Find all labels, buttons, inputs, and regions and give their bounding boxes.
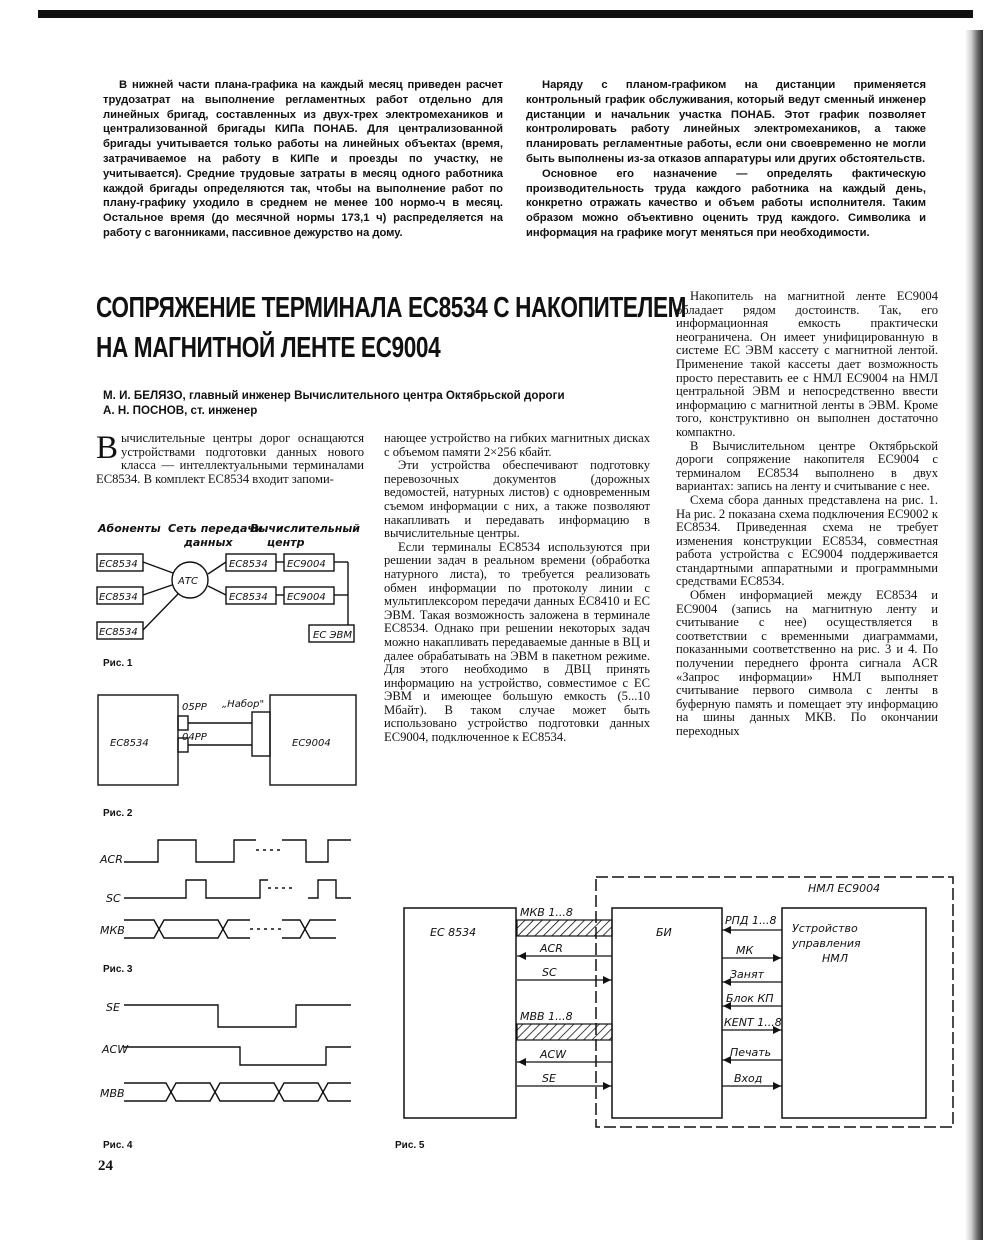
article-title — [96, 288, 686, 368]
top-right-paragraph-1: Наряду с планом-графиком на дистанции применяется контрольный график обслуживания, который ведут сменный инженер дистанции и начальник участка ПОНАБ. Этот график позволяет контролировать работу линейных электромехаников, а также планировать регламентные работы, если они своевременно не могли быть выполнены из-за отказов аппаратуры или других обстоятельств. — [526, 79, 926, 165]
fig5-vkhod-label: Вход — [734, 1072, 763, 1085]
author-line-1: М. И. БЕЛЯЗО, главный инженер Вычислительного центра Октябрьской дороги — [103, 389, 565, 402]
figure-5-caption: Рис. 5 — [395, 1140, 425, 1151]
body-col2-paragraph-1: нающее устройство на гибких магнитных дисках с объемом памяти 2×256 кбайт. — [384, 431, 650, 459]
fig3-sc-label: SC — [106, 892, 121, 905]
fig1-header-center-1: Вычислительный — [250, 522, 360, 535]
fig2-label-04: 04РР — [182, 732, 207, 743]
figure-4-caption: Рис. 4 — [103, 1140, 133, 1151]
body-col3-paragraph-2: В Вычислительном центре Октябрьской дороги сопряжение накопителя ЕС9004 с терминалом ЕС8534 выполнено в двух вариантах: запись на ленту и считывание с нее. — [676, 438, 938, 494]
fig5-se-label: SE — [542, 1072, 556, 1085]
fig5-pechat-label: Печать — [730, 1046, 772, 1059]
fig1-header-network-2: данных — [184, 536, 233, 549]
figure-3-read-timing — [96, 830, 366, 960]
fig1-header-center-2: центр — [267, 536, 305, 549]
fig1-center-terminal-2: ЕС8534 — [229, 592, 268, 603]
fig2-right-block: ЕС9004 — [292, 738, 331, 749]
fig1-tape-1: ЕС9004 — [287, 559, 326, 570]
fig5-rpd-label: РПД 1...8 — [725, 914, 777, 927]
figure-2-caption: Рис. 2 — [103, 808, 133, 819]
figure-4-write-timing — [96, 995, 371, 1120]
fig5-blok-kp-label: Блок КП — [726, 992, 774, 1005]
fig1-center-terminal-1: ЕС8534 — [229, 559, 268, 570]
fig5-bi-block: БИ — [656, 926, 672, 939]
fig1-subscriber-2: ЕС8534 — [99, 592, 138, 603]
fig5-acw-label: ACW — [540, 1048, 567, 1061]
top-right-paragraph-2: Основное его назначение — определять фактическую производительность труда каждого работника на каждый день, конкретно отражать качество и объем работы исполнителя. Таким образом можно объективно оценить труд каждого. Символика и информация на графике могут меняться при необходимости. — [526, 167, 926, 239]
fig1-es-evm: ЕС ЭВМ — [313, 630, 352, 641]
fig5-acr-label: ACR — [540, 942, 563, 955]
body-col2-paragraph-3: Если терминалы ЕС8534 используются при решении задач в реальном времени (обработка натурного листа), то требуется реализовать обмен информации по протоколу линии с мультиплексором передачи данных ЕС8410 и ЕС ЭВМ. Такая возможность заложена в терминале ЕС8534. Однако при решении некоторых задач можно накапливать передаваемые данные в ВЦ и далее обрабатывать на ЭВМ в пакетном режиме. Для этого необходимо в ДВЦ принять информацию на устройство, совместимое с ЕС ЭВМ и имеющее большую емкость (5...10 Мбайт). В таком случае может быть использовано устройство подготовки данных ЕС9004, подключенное к ЕС8534. — [384, 539, 650, 745]
figure-1-network-diagram — [92, 518, 367, 658]
body-col3-paragraph-1: Накопитель на магнитной ленте ЕС9004 обладает рядом достоинств. Так, его информационная емкость практически неограничена. Он имеет унифицированную в системе ЕС ЭВМ кассету с магнитной лентой. Применение такой кассеты дает возможность просто переставить ее с НМЛ ЕС9004 на НМЛ центральной ЭВМ и непосредственно ввести информацию с магнитной ленты в ЭВМ. Кроме того, конструктивно он выполнен достаточно компактно. — [676, 289, 938, 439]
drop-cap: В — [96, 430, 119, 466]
fig5-mvv-bus — [517, 1024, 612, 1040]
body-column-2 — [384, 432, 650, 745]
body-col1-text: ычислительные центры дорог оснащаются устройствами подготовки данных нового класса — интеллектуальными терминалами ЕС8534. В комплект ЕС8534 входит запоми- — [96, 431, 364, 486]
fig2-label-05: 05РР — [182, 702, 207, 713]
top-column-left — [103, 78, 503, 241]
page-number: 24 — [98, 1158, 113, 1174]
author-line-2: А. Н. ПОСНОВ, ст. инженер — [103, 404, 258, 417]
fig1-subscriber-3: ЕС8534 — [99, 627, 138, 638]
fig5-mk-label: МК — [736, 944, 754, 957]
fig5-sc-label: SC — [542, 966, 557, 979]
fig5-device-line-3: НМЛ — [822, 952, 849, 965]
fig2-left-block: ЕС8534 — [110, 738, 149, 749]
top-left-paragraph: В нижней части плана-графика на каждый месяц приведен расчет трудозатрат на выполнение регламентных работ отдельно для линейных бригад, составленных из двух-трех электромехаников и централизованной бригады КИПа ПОНАБ. Для централизованной бригады учитывается только работы на линейных объектах (время, затрачиваемое на работу в КИПе и проезды по участку, не учитывается). Средние трудовые затраты в месяц одного работника каждой бригады определяются так, чтобы на выполнение работ по плану-графику уходило в среднем не менее 100 нормо-ч в месяц. Остальное время (до месячной нормы 173,1 ч) распределяется на работу с вагонниками, пассивное дежурство на дому. — [103, 79, 503, 239]
fig5-device-line-1: Устройство — [792, 922, 858, 935]
fig3-mkv-label: МКВ — [100, 924, 125, 937]
fig1-subscriber-1: ЕС8534 — [99, 559, 138, 570]
body-column-1 — [96, 432, 364, 486]
fig5-mvv-label: МВВ 1...8 — [520, 1010, 573, 1023]
body-column-3 — [676, 290, 938, 739]
title-line-2: НА МАГНИТНОЙ ЛЕНТЕ ЕС9004 — [96, 332, 441, 364]
body-col3-paragraph-4: Обмен информацией между ЕС8534 и ЕС9004 (запись на магнитную ленту и считывание с нее) осуществляется в соответствии с временными диаграммами, показанными соответственно на рис. 3 и 4. По получении переднего фронта сигнала ACR «Запрос информации» НМЛ выполняет считывание первого символа с ленты в буферную память и помещает эту информацию на шины данных МКВ. По окончании переходных — [676, 588, 938, 738]
fig5-device-line-2: управления — [792, 937, 861, 950]
body-col3-paragraph-3: Схема сбора данных представлена на рис. 1. На рис. 2 показана схема подключения ЕС9002 к ЕС8534. Приведенная схема не требует изменения конструкции ЕС8534, совместная работа устройства с ЕС9004 поддерживается стандартными аппаратными и программными средствами ЕС8534. — [676, 492, 938, 589]
fig1-header-subscribers: Абоненты — [98, 522, 161, 535]
page-binding-shadow — [965, 30, 983, 1240]
fig5-mkv-label: МКВ 1...8 — [520, 906, 573, 919]
fig5-zanyat-label: Занят — [730, 968, 765, 981]
fig3-acr-label: ACR — [100, 853, 123, 866]
fig4-acw-label: ACW — [102, 1043, 129, 1056]
fig5-nml-title: НМЛ ЕС9004 — [808, 882, 881, 895]
fig2-label-nabor: „Набор" — [222, 699, 265, 710]
fig4-mvv-label: МВВ — [100, 1087, 125, 1100]
top-column-right — [526, 78, 926, 241]
fig1-tape-2: ЕС9004 — [287, 592, 326, 603]
figure-5-block-diagram — [390, 868, 960, 1138]
fig1-header-network-1: Сеть передачи — [168, 522, 263, 535]
body-col2-paragraph-2: Эти устройства обеспечивают подготовку перевозочных документов (дорожных ведомостей, натурных листов) с одновременным съемом информации с них, а также позволяют накапливать и передавать информацию в вычислительные центры. — [384, 458, 650, 541]
fig4-se-label: SE — [106, 1001, 120, 1014]
fig5-mkv-bus — [517, 920, 612, 936]
figure-3-caption: Рис. 3 — [103, 964, 133, 975]
fig5-kent-label: КЕNT 1...8 — [724, 1016, 782, 1029]
title-line-1: СОПРЯЖЕНИЕ ТЕРМИНАЛА ЕС8534 С НАКОПИТЕЛЕМ — [96, 292, 687, 324]
fig1-ats: АТС — [178, 576, 198, 587]
figure-2-connection-diagram — [92, 690, 367, 800]
figure-1-caption: Рис. 1 — [103, 658, 133, 669]
top-edge-bar — [38, 10, 973, 18]
fig5-es8534-block: ЕС 8534 — [430, 926, 477, 939]
